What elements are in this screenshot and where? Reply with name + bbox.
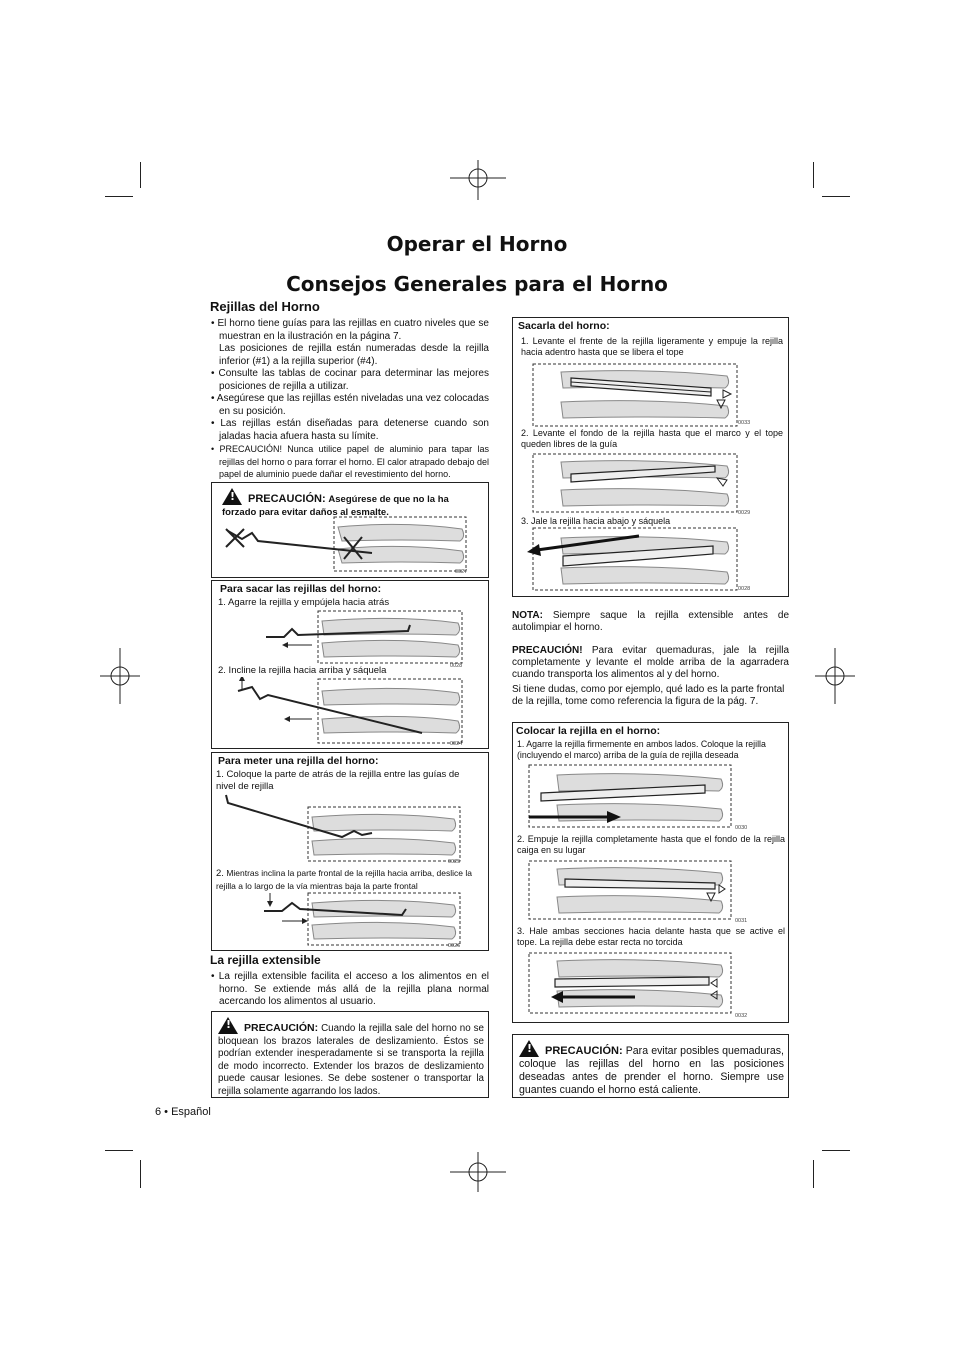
extensible-heading: La rejilla extensible bbox=[210, 953, 321, 967]
warning-icon bbox=[222, 488, 242, 505]
page-title: Operar el Horno bbox=[386, 232, 568, 256]
caution-label: PRECAUCIÓN: bbox=[248, 493, 326, 505]
insert-step-2 bbox=[216, 867, 486, 892]
caution-box-gloves bbox=[512, 1034, 789, 1098]
remove-step-2: 2. Incline la rejilla hacia arriba y sáquela bbox=[218, 665, 387, 676]
take-out-step-3: 3. Jale la rejilla hacia abajo y sáquela bbox=[521, 516, 671, 526]
figure-code: 0031 bbox=[735, 918, 748, 924]
extensible-bullets bbox=[210, 971, 489, 1009]
warning-icon bbox=[519, 1040, 539, 1057]
caution-text: Cuando la rejilla sale del horno no se bloquean los brazos laterales de deslizamiento. Éstos se podrían extender inesperadamente si se transporta la rejilla de modo incorrecto. Extender los brazos de deslizamiento puede causar lesiones. Se debe sostener o transportar la rejilla solamente agarrando los lados. bbox=[218, 1023, 484, 1097]
bullet: • El horno tiene guías para las rejillas en cuatro niveles que se muestran en la ilustración en la página 7. bbox=[211, 318, 489, 342]
rack-push-back-illustration bbox=[258, 609, 468, 665]
place-step-2: 2. Empuje la rejilla completamente hasta que el fondo de la rejilla caiga en su lugar bbox=[517, 834, 785, 855]
rejillas-heading: Rejillas del Horno bbox=[210, 299, 320, 314]
bullet: • Consulte las tablas de cocinar para determinar las mejores posiciones de rejilla a utilizar. bbox=[211, 368, 489, 392]
registration-mark-top bbox=[450, 160, 506, 200]
bullet: • PRECAUCIÓN! Nunca utilice papel de aluminio para tapar las rejillas del horno o para forrar el horno. El calor atrapado debajo del papel de aluminio puede dañar el revestimiento del horno. bbox=[211, 444, 489, 479]
caution-text: Asegúrese de que no la ha forzado para evitar daños al esmalte. bbox=[222, 494, 449, 518]
insert-rack-box bbox=[211, 752, 489, 951]
extensible-grasp-illustration bbox=[525, 763, 735, 829]
bullet: • Las rejillas están diseñadas para detenerse cuando son jaladas hacia afuera hasta su límite. bbox=[211, 418, 489, 442]
caution-label: PRECAUCIÓN: bbox=[545, 1045, 623, 1057]
insert-rack-heading: Para meter una rejilla del horno: bbox=[218, 755, 379, 767]
figure-code: 0025 bbox=[448, 859, 461, 865]
figure-code: 0026 bbox=[448, 943, 461, 949]
burn-precaution-paragraph bbox=[512, 645, 789, 681]
take-out-heading: Sacarla del horno: bbox=[518, 320, 610, 332]
doubt-paragraph: Si tiene dudas, como por ejemplo, qué lado es la parte frontal de la rejilla, tome como referencia la figura de la pág. 7. bbox=[512, 684, 785, 707]
place-step-3: 3. Hale ambas secciones hacia delante hasta que se active el tope. La rejilla debe estar recta no torcida bbox=[517, 926, 785, 947]
take-out-step-2: 2. Levante el fondo de la rejilla hasta que el marco y el tope queden libres de la guía bbox=[521, 428, 783, 449]
rejillas-bullets bbox=[210, 318, 489, 481]
extensible-frame-free-illustration bbox=[531, 452, 741, 514]
figure-code: 0029 bbox=[738, 510, 751, 516]
figure-code: 0033 bbox=[738, 420, 751, 426]
take-out-box bbox=[512, 317, 789, 597]
place-rack-box bbox=[512, 722, 789, 1023]
rack-tilt-out-illustration bbox=[232, 677, 468, 747]
bullet: Las posiciones de rejilla están numeradas desde la rejilla inferior (#1) a la rejilla superior (#4). bbox=[219, 343, 489, 367]
place-rack-heading: Colocar la rejilla en el horno: bbox=[516, 725, 661, 737]
caution-box-enamel bbox=[211, 482, 489, 578]
figure-code: 0028 bbox=[450, 663, 463, 669]
rack-slide-in-illustration bbox=[252, 889, 468, 949]
extensible-pull-out-illustration bbox=[523, 526, 741, 592]
page-number: 6 • Español bbox=[155, 1106, 211, 1118]
remove-rack-heading: Para sacar las rejillas del horno: bbox=[220, 583, 382, 595]
rack-forced-illustration bbox=[222, 515, 482, 575]
extensible-lift-illustration bbox=[531, 362, 741, 428]
figure-code: 0028 bbox=[738, 586, 751, 592]
registration-mark-right bbox=[815, 648, 855, 704]
figure-code: 0030 bbox=[735, 825, 748, 831]
nota-label: NOTA: bbox=[512, 610, 543, 621]
figure-code: 0024 bbox=[450, 741, 463, 747]
bullet: • Asegúrese que las rejillas estén niveladas una vez colocadas en su posición. bbox=[211, 393, 489, 417]
remove-rack-box bbox=[211, 580, 489, 749]
warning-icon bbox=[218, 1017, 238, 1034]
caution-label: PRECAUCIÓN: bbox=[244, 1022, 319, 1034]
figure-code: 0032 bbox=[735, 1013, 748, 1019]
extensible-drop-illustration bbox=[525, 859, 735, 921]
nota-paragraph bbox=[512, 610, 789, 634]
nota-text: Siempre saque la rejilla extensible antes de autolimpiar el horno. bbox=[512, 610, 790, 633]
registration-mark-bottom bbox=[450, 1152, 506, 1192]
extensible-stop-illustration bbox=[525, 951, 735, 1015]
precaution-text: Para evitar quemaduras, jale la rejilla completamente y levante el molde arriba de la agarradera cuando transporta los alimentos al y del horno. bbox=[512, 645, 790, 680]
remove-step-1: 1. Agarre la rejilla y empújela hacia atrás bbox=[218, 597, 390, 608]
step-number: 2. bbox=[216, 868, 224, 879]
page-subtitle: Consejos Generales para el Horno bbox=[286, 272, 668, 296]
step-text: Mientras inclina la parte frontal de la rejilla hacia arriba, deslice la rejilla a lo largo de la vía mientras baja la parte frontal bbox=[216, 868, 472, 891]
caution-text: Para evitar posibles quemaduras, coloque las rejillas del horno en las posiciones deseadas antes de prender el horno. Siempre use guantes cuando el horno está caliente. bbox=[519, 1045, 784, 1096]
take-out-step-1: 1. Levante el frente de la rejilla ligeramente y empuje la rejilla hacia adentro hasta que se libera el tope bbox=[521, 336, 783, 357]
bullet: • La rejilla extensible facilita el acceso a los alimentos en el horno. Se extiende más allá de la rejilla plana normal acercando los alimentos al usuario. bbox=[211, 971, 489, 1007]
rack-insert-back-illustration bbox=[222, 791, 467, 865]
place-step-1: 1. Agarre la rejilla firmemente en ambos lados. Coloque la rejilla (incluyendo el marco) arriba de la guía de rejilla deseada bbox=[517, 739, 766, 760]
caution-box-sliding-arms bbox=[211, 1011, 489, 1098]
insert-step-1: 1. Coloque la parte de atrás de la rejilla entre las guías de nivel de rejilla bbox=[216, 769, 460, 792]
figure-code: 0027 bbox=[455, 569, 468, 575]
registration-mark-left bbox=[100, 648, 140, 704]
precaution-label: PRECAUCIÓN! bbox=[512, 645, 583, 656]
